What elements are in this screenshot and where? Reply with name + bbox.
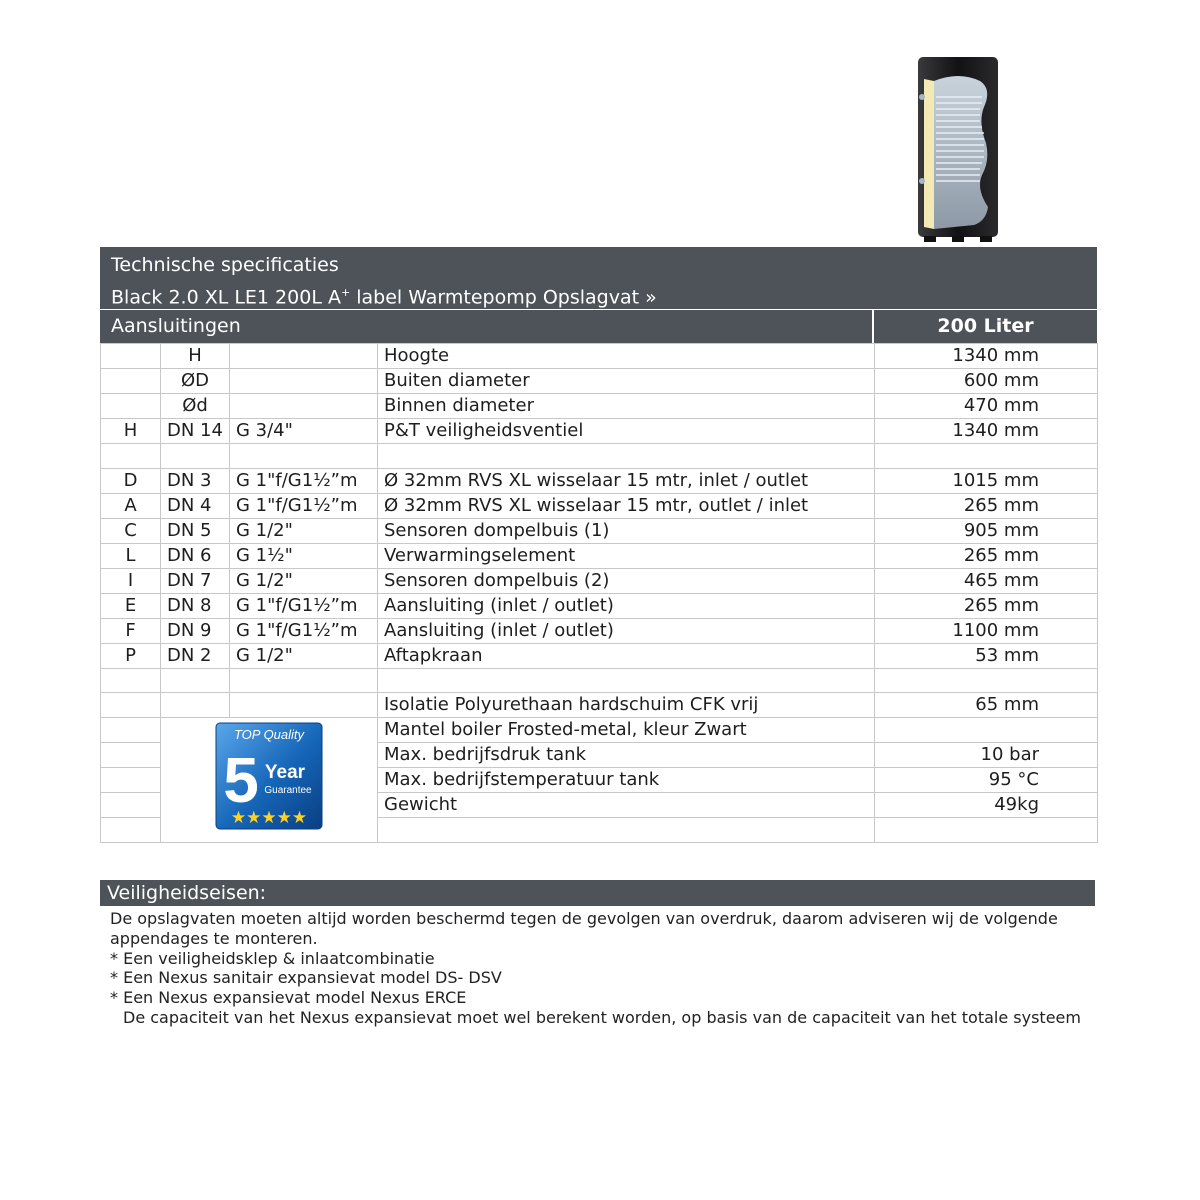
product-name [111,279,1097,311]
spec-description: Aansluiting (inlet / outlet) [378,618,875,643]
connections-label: Aansluitingen [100,310,874,343]
product-name-main: Black 2.0 XL LE1 200L A [111,286,341,309]
spec-value: 1015 mm [875,468,1098,493]
connection-letter: F [101,618,161,643]
connections-header [100,310,1097,343]
spec-value: 1340 mm [875,344,1098,369]
badge-guarantee: Guarantee [264,785,312,797]
guarantee-badge-cell [161,718,378,843]
table-row [101,593,1098,618]
connection-letter: H [101,419,161,444]
spec-value: 49kg [875,793,1098,818]
table-row [101,568,1098,593]
connection-letter: E [101,593,161,618]
spec-description: Verwarmingselement [378,543,875,568]
connection-dn: DN 7 [161,568,230,593]
table-row [101,643,1098,668]
connection-dn [161,668,230,693]
connection-letter [101,344,161,369]
connection-letter [101,369,161,394]
connection-thread: G 1/2" [230,568,378,593]
spec-description: Max. bedrijfstemperatuur tank [378,768,875,793]
safety-heading: Veiligheidseisen: [100,880,1095,906]
safety-note: De capaciteit van het Nexus expansievat moet wel berekent worden, op basis van de capaciteit van het totale systeem [123,1007,1081,1027]
spec-description [378,444,875,469]
empty-cell [101,793,161,818]
table-row [101,493,1098,518]
spec-description: Aftapkraan [378,643,875,668]
capacity-label: 200 Liter [937,315,1034,337]
table-row [101,344,1098,369]
table-row [101,518,1098,543]
table-row [101,618,1098,643]
table-row [101,444,1098,469]
connection-thread: G 1/2" [230,643,378,668]
spec-description: Isolatie Polyurethaan hardschuim CFK vrij [378,693,875,718]
spec-description: Ø 32mm RVS XL wisselaar 15 mtr, outlet / inlet [378,493,875,518]
table-row [101,543,1098,568]
spec-value: 465 mm [875,568,1098,593]
spec-header [100,247,1097,309]
spec-description: Ø 32mm RVS XL wisselaar 15 mtr, inlet / outlet [378,468,875,493]
empty-cell [101,743,161,768]
spec-description: Buiten diameter [378,369,875,394]
table-row [101,718,1098,743]
connection-thread: G 3/4" [230,419,378,444]
connection-thread [230,668,378,693]
connection-letter [101,693,161,718]
connection-dn [161,444,230,469]
spec-description: Max. bedrijfsdruk tank [378,743,875,768]
connection-thread: G 1"f/G1½”m [230,618,378,643]
spec-value: 10 bar [875,743,1098,768]
spec-value: 65 mm [875,693,1098,718]
connection-dn: DN 3 [161,468,230,493]
table-row [101,668,1098,693]
empty-cell [101,768,161,793]
connection-thread [230,394,378,419]
spec-value [875,718,1098,743]
connection-letter: P [101,643,161,668]
connection-dn: DN 6 [161,543,230,568]
connection-thread [230,369,378,394]
connection-letter [101,394,161,419]
spec-value [875,668,1098,693]
table-row [101,419,1098,444]
spec-table [100,343,1098,843]
empty-cell [101,818,161,843]
connection-thread: G 1/2" [230,518,378,543]
table-row [101,369,1098,394]
connection-letter [101,668,161,693]
spec-value [875,444,1098,469]
badge-top-text: TOP Quality [233,727,305,743]
connection-letter: C [101,518,161,543]
connection-dn: DN 2 [161,643,230,668]
spec-value: 95 °C [875,768,1098,793]
spec-value: 265 mm [875,493,1098,518]
safety-line: De opslagvaten moeten altijd worden beschermd tegen de gevolgen van overdruk, daarom adviseren wij de volgende [110,909,1058,928]
connection-thread [230,693,378,718]
spec-description: Gewicht [378,793,875,818]
connection-letter: D [101,468,161,493]
connection-thread: G 1"f/G1½”m [230,493,378,518]
connection-letter: L [101,543,161,568]
connection-letter: A [101,493,161,518]
spec-description: Sensoren dompelbuis (2) [378,568,875,593]
connection-dn: ØD [161,369,230,394]
spec-description: Aansluiting (inlet / outlet) [378,593,875,618]
connection-dn: Ød [161,394,230,419]
five-year-guarantee-badge [215,722,323,830]
connection-dn: H [161,344,230,369]
connection-dn: DN 9 [161,618,230,643]
spec-value: 53 mm [875,643,1098,668]
connection-dn [161,693,230,718]
spec-value: 265 mm [875,543,1098,568]
spec-description: Hoogte [378,344,875,369]
product-name-suffix: label Warmtepomp Opslagvat » [350,286,657,309]
connection-dn: DN 14 [161,419,230,444]
spec-value: 470 mm [875,394,1098,419]
connection-thread [230,344,378,369]
safety-line: * Een veiligheidsklep & inlaatcombinatie [110,948,435,968]
spec-description [378,818,875,843]
spec-value: 1340 mm [875,419,1098,444]
product-name-sup: + [340,286,351,299]
spec-sheet [100,247,1097,843]
spec-description: Mantel boiler Frosted-metal, kleur Zwart [378,718,875,743]
empty-cell [101,718,161,743]
safety-line: * Een Nexus sanitair expansievat model DS- DSV [110,968,502,988]
spec-value: 1100 mm [875,618,1098,643]
connection-letter: I [101,568,161,593]
spec-value [875,818,1098,843]
spec-value: 265 mm [875,593,1098,618]
table-row [101,394,1098,419]
connection-dn: DN 4 [161,493,230,518]
badge-year: Year [264,762,306,784]
safety-text [100,906,1095,1028]
spec-description: Sensoren dompelbuis (1) [378,518,875,543]
badge-number: 5 [223,744,259,817]
table-row [101,468,1098,493]
safety-section [100,880,1095,1028]
badge-stars: ★★★★★ [230,808,308,829]
connection-thread: G 1"f/G1½”m [230,468,378,493]
connection-thread: G 1½" [230,543,378,568]
connection-thread: G 1"f/G1½”m [230,593,378,618]
tank-cutaway-illustration [914,57,1002,242]
spec-description: Binnen diameter [378,394,875,419]
spec-description [378,668,875,693]
table-row [101,693,1098,718]
safety-line: * Een Nexus expansievat model Nexus ERCE [110,988,467,1008]
connection-thread [230,444,378,469]
safety-line: appendages te monteren. [110,928,318,948]
spec-description: P&T veiligheidsventiel [378,419,875,444]
connection-dn: DN 5 [161,518,230,543]
spec-value: 905 mm [875,518,1098,543]
connection-dn: DN 8 [161,593,230,618]
spec-value: 600 mm [875,369,1098,394]
connection-letter [101,444,161,469]
spec-title: Technische specificaties [111,254,339,276]
